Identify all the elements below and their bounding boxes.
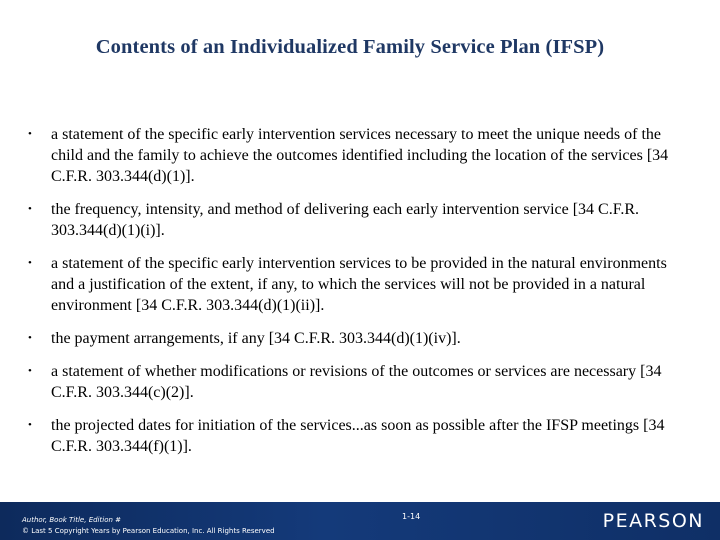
slide-title: Contents of an Individualized Family Service Plan (IFSP) [95, 36, 605, 58]
citation-book-line: Author, Book Title, Edition # [22, 516, 121, 524]
list-item [28, 328, 688, 349]
list-item [28, 199, 688, 241]
list-item [28, 361, 688, 403]
pearson-logo: PEARSON [602, 510, 704, 532]
page-number: 1-14 [402, 512, 421, 521]
footer-bar [0, 502, 720, 540]
list-item [28, 124, 688, 187]
bullet-icon: • [28, 257, 32, 269]
list-item [28, 253, 688, 316]
list-item [28, 415, 688, 457]
bullet-text: the projected dates for initiation of the services...as soon as possible after the IFSP meetings [34 C.F.R. 303.344(f)(1)]. [51, 417, 665, 455]
bullet-text: a statement of the specific early intervention services to be provided in the natural environments and a justification of the extent, if any, to which the services will not be provided in a natural environment [34 C.F.R. 303.344(d)(1)(ii)]. [51, 255, 667, 314]
footer-citation [22, 515, 275, 537]
bullet-icon: • [28, 203, 32, 215]
bullet-text: the payment arrangements, if any [34 C.F.R. 303.344(d)(1)(iv)]. [51, 330, 461, 347]
bullet-list [28, 124, 688, 469]
bullet-icon: • [28, 365, 32, 377]
citation-copyright-line: © Last 5 Copyright Years by Pearson Education, Inc. All Rights Reserved [22, 527, 275, 535]
bullet-icon: • [28, 128, 32, 140]
bullet-text: a statement of the specific early intervention services necessary to meet the unique needs of the child and the family to achieve the outcomes identified including the location of the services [34 C.F.R. 303.344(d)(1)]. [51, 126, 669, 185]
bullet-text: a statement of whether modifications or revisions of the outcomes or services are necessary [34 C.F.R. 303.344(c)(2)]. [51, 363, 662, 401]
bullet-icon: • [28, 419, 32, 431]
bullet-icon: • [28, 332, 32, 344]
bullet-text: the frequency, intensity, and method of delivering each early intervention service [34 C.F.R. 303.344(d)(1)(i)]. [51, 201, 640, 239]
